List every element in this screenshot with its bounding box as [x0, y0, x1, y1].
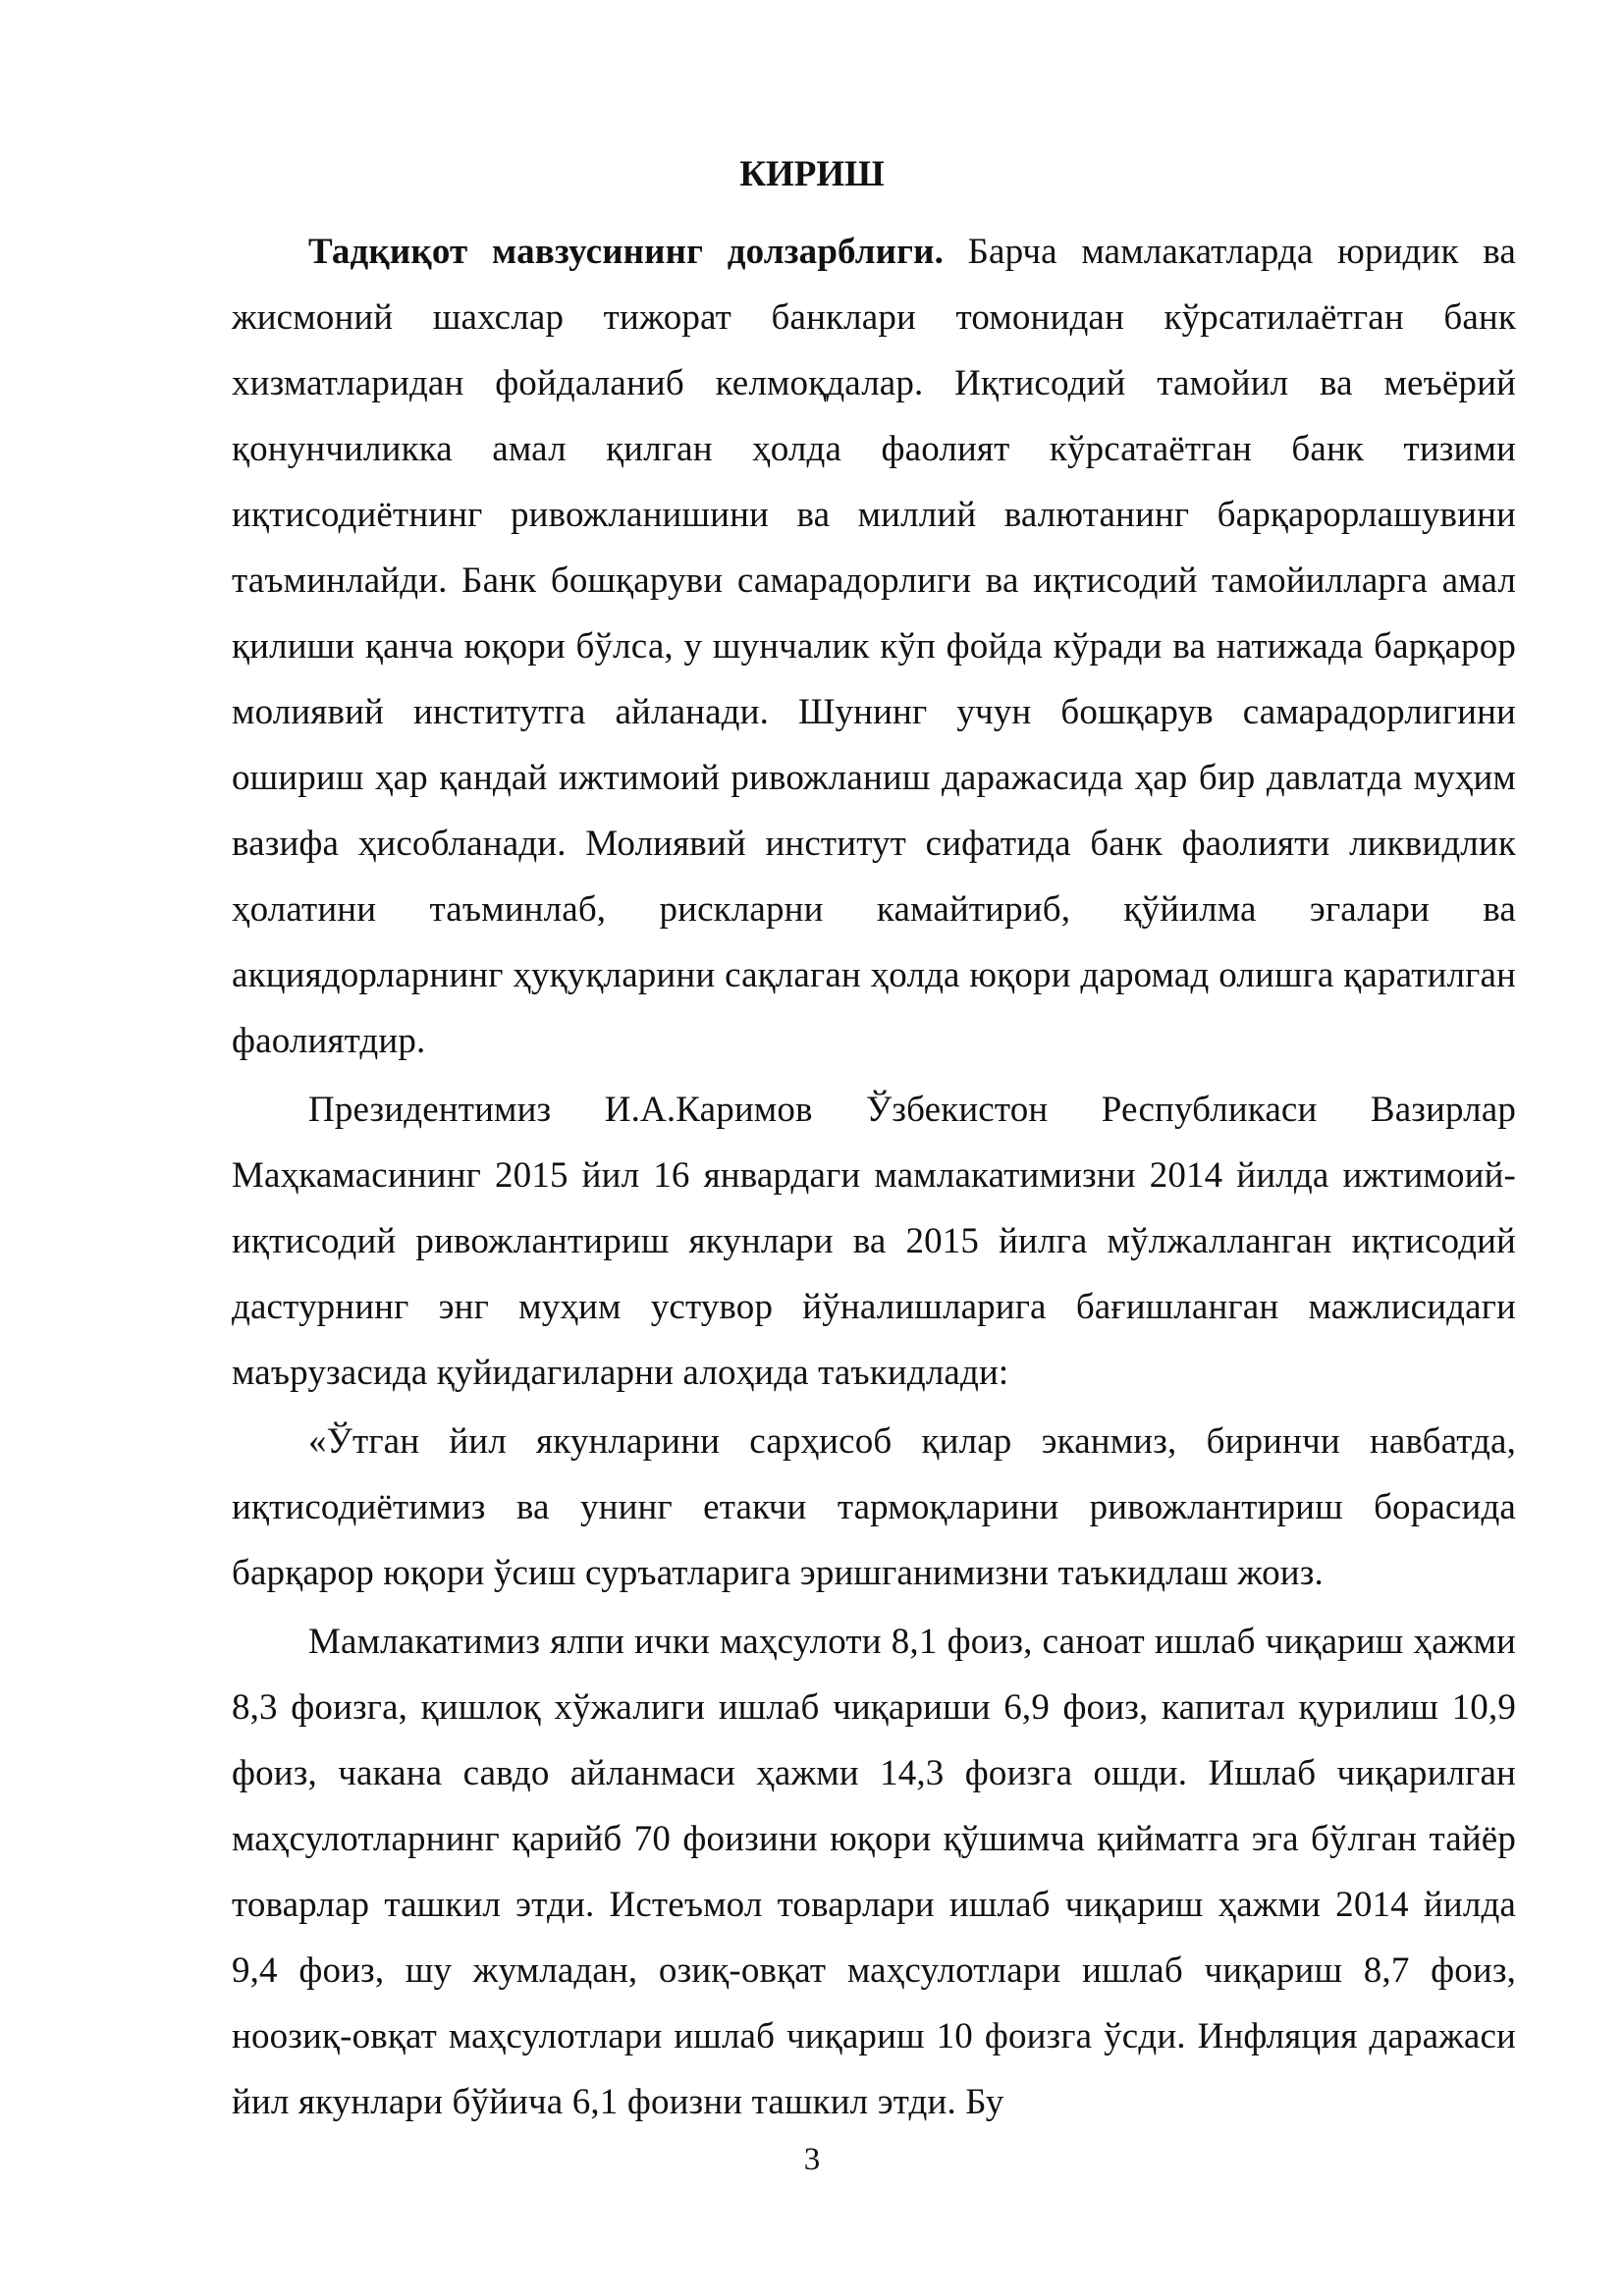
paragraph-text: Барча мамлакатларда юридик ва жисмоний шахслар тижорат банклари томонидан кўрсатилаётган банк хизматларидан фойдаланиб келмоқдалар. Иқтисодий тамойил ва меъёрий қонунчиликка амал қилган ҳолда фаолият кўрсатаётган банк тизими иқтисодиётнинг ривожланишини ва миллий валютанинг барқарорлашувини таъминлайди. Банк бошқаруви самарадорлиги ва иқтисодий тамойилларга амал қилиши қанча юқори бўлса, у шунчалик кўп фойда кўради ва натижада барқарор молиявий институтга айланади. Шунинг учун бошқарув самарадорлигини ошириш ҳар қандай ижтимоий ривожланиш даражасида ҳар бир давлатда муҳим вазифа ҳисобланади. Молиявий институт сифатида банк фаолияти ликвидлик ҳолатини таъминлаб, рискларни камайтириб, қўйилма эгалари ва акциядорларнинг ҳуқуқларини сақлаган ҳолда юқори даромад олишга қаратилган фаолиятдир.	[232, 232, 1516, 1061]
body-text	[232, 219, 1516, 2138]
paragraph-lead: Тадқиқот мавзусининг долзарблиги.	[308, 232, 944, 272]
paragraph-text: «Ўтган йил якунларини сарҳисоб қилар эканмиз, биринчи навбатда, иқтисодиётимиз ва унинг етакчи тармоқларини ривожлантириш борасида барқарор юқори ўсиш суръатларига эришганимизни таъкидлаш жоиз.	[232, 1421, 1516, 1593]
paragraph-president-speech	[232, 1077, 1516, 1406]
paragraph-text: Президентимиз И.А.Каримов Ўзбекистон Республикаси Вазирлар Маҳкамасининг 2015 йил 16 январдаги мамлакатимизни 2014 йилда ижтимоий-иқтисодий ривожлантириш якунлари ва 2015 йилга мўлжалланган иқтисодий дастурнинг энг муҳим устувор йўналишларига бағишланган мажлисидаги маърузасида қуйидагиларни алоҳида таъкидлади:	[232, 1090, 1516, 1393]
section-heading: КИРИШ	[739, 154, 885, 194]
page-number: 3	[803, 2142, 821, 2177]
paragraph-statistics	[232, 1609, 1516, 2135]
paragraph-quote-start	[232, 1409, 1516, 1606]
paragraph-relevance	[232, 219, 1516, 1074]
paragraph-text: Мамлакатимиз ялпи ички маҳсулоти 8,1 фоиз, саноат ишлаб чиқариш ҳажми 8,3 фоизга, қишлоқ хўжалиги ишлаб чиқариши 6,9 фоиз, капитал қурилиш 10,9 фоиз, чакана савдо айланмаси ҳажми 14,3 фоизга ошди. Ишлаб чиқарилган маҳсулотларнинг қарийб 70 фоизини юқори қўшимча қийматга эга бўлган тайёр товарлар ташкил этди. Истеъмол товарлари ишлаб чиқариш ҳажми 2014 йилда 9,4 фоиз, шу жумладан, озиқ-овқат маҳсулотлари ишлаб чиқариш 8,7 фоиз, ноозиқ-овқат маҳсулотлари ишлаб чиқариш 10 фоизга ўсди. Инфляция даражаси йил якунлари бўйича 6,1 фоизни ташкил этди. Бу	[232, 1622, 1516, 2122]
